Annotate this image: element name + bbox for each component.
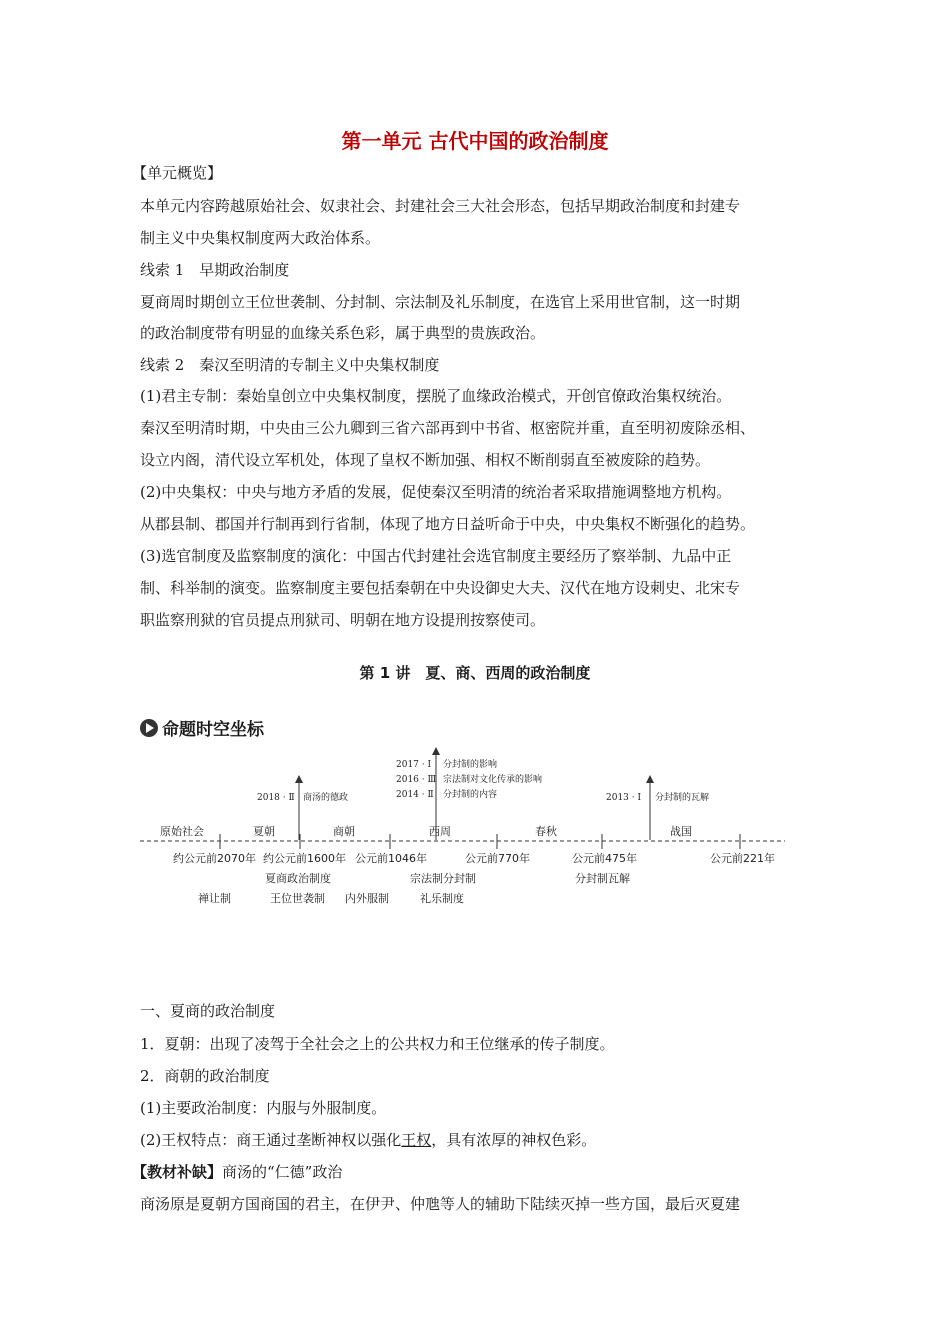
clue-1-line: 夏商周时期创立王位世袭制、分封制、宗法制及礼乐制度，在选官上采用世官制，这一时期 (140, 293, 741, 311)
system-label: 内外服制 (345, 892, 389, 905)
body-line: 商汤原是夏朝方国商国的君主，在伊尹、仲虺等人的辅助下陆续灭掉一些方国，最后灭夏建 (140, 1195, 741, 1213)
era-label: 战国 (670, 825, 692, 838)
underlined-term: 王权 (401, 1131, 432, 1149)
section-1-heading: 一、夏商的政治制度 (140, 1002, 276, 1020)
date-label: 约公元前1600年 (263, 852, 346, 865)
supplement-heading: 【教材补缺】 (132, 1163, 223, 1181)
section-heading (140, 715, 264, 740)
exam-topic: 商汤的德政 (303, 793, 349, 803)
system-label: 禅让制 (198, 892, 231, 905)
body-line: 1．夏朝：出现了凌驾于全社会之上的公共权力和王位继承的传子制度。 (140, 1035, 615, 1053)
body-text: (2)王权特点：商王通过垄断神权以强化 (140, 1131, 402, 1149)
exam-topic: 分封制的瓦解 (655, 793, 710, 803)
exam-year: 2016 · Ⅲ (396, 775, 437, 785)
body-line: (1)主要政治制度：内服与外服制度。 (140, 1099, 387, 1117)
date-label: 约公元前2070年 (173, 852, 256, 865)
clue-1-title: 线索 1 早期政治制度 (140, 261, 290, 279)
body-text: ，具有浓厚的神权色彩。 (431, 1131, 597, 1149)
exam-topic: 分封制的影响 (443, 760, 498, 770)
exam-year: 2017 · Ⅰ (396, 760, 432, 770)
exam-topic: 宗法制对文化传承的影响 (443, 775, 543, 785)
era-label: 原始社会 (160, 825, 204, 838)
lecture-title: 第 1 讲 夏、商、西周的政治制度 (359, 664, 591, 682)
overview-heading: 【单元概览】 (132, 164, 223, 182)
system-label: 宗法制分封制 (410, 872, 476, 885)
date-label: 公元前221年 (710, 852, 775, 865)
date-label: 公元前770年 (465, 852, 530, 865)
arrow-up-icon (646, 775, 654, 783)
date-label: 公元前475年 (572, 852, 637, 865)
exam-topic: 分封制的内容 (443, 790, 498, 800)
supplement-heading-line (132, 1162, 822, 1182)
era-label: 夏朝 (253, 825, 275, 838)
section-heading-label: 命题时空坐标 (162, 720, 264, 740)
supplement-title: 商汤的“仁德”政治 (222, 1163, 343, 1181)
clue-2-line: 制、科举制的演变。监察制度主要包括秦朝在中央设御史大夫、汉代在地方设刺史、北宋专 (140, 579, 741, 597)
clue-2-line: (2)中央集权：中央与地方矛盾的发展，促使秦汉至明清的统治者采取措施调整地方机构。 (140, 483, 732, 501)
exam-year: 2013 · Ⅰ (606, 793, 642, 803)
arrow-up-icon (432, 747, 440, 755)
body-line: 2．商朝的政治制度 (140, 1067, 270, 1085)
clue-2-line: 秦汉至明清时期，中央由三公九卿到三省六部再到中书省、枢密院并重，直至明初废除丞相、 (140, 419, 756, 437)
arrow-up-icon (295, 775, 303, 783)
clue-2-line: (3)选官制度及监察制度的演化：中国古代封建社会选官制度主要经历了察举制、九品中正 (140, 547, 732, 565)
era-label: 春秋 (535, 825, 557, 838)
overview-paragraph-line: 本单元内容跨越原始社会、奴隶社会、封建社会三大社会形态，包括早期政治制度和封建专 (140, 197, 741, 215)
system-label: 礼乐制度 (420, 892, 464, 905)
era-label: 商朝 (333, 825, 355, 838)
play-circle-icon (140, 719, 158, 737)
system-label: 夏商政治制度 (265, 872, 331, 885)
system-label: 王位世袭制 (270, 892, 325, 905)
body-line (140, 1130, 830, 1150)
clue-2-line: 设立内阁，清代设立军机处，体现了皇权不断加强、相权不断削弱直至被废除的趋势。 (140, 451, 711, 469)
clue-2-title: 线索 2 秦汉至明清的专制主义中央集权制度 (140, 356, 440, 374)
date-label: 公元前1046年 (355, 852, 427, 865)
clue-2-line: (1)君主专制：秦始皇创立中央集权制度，摆脱了血缘政治模式，开创官僚政治集权统治。 (140, 387, 732, 405)
clue-2-line: 从郡县制、郡国并行制再到行省制，体现了地方日益听命于中央，中央集权不断强化的趋势。 (140, 515, 756, 533)
system-label: 分封制瓦解 (575, 872, 630, 885)
overview-paragraph-line: 制主义中央集权制度两大政治体系。 (140, 229, 381, 247)
clue-2-line: 职监察刑狱的官员提点刑狱司、明朝在地方设提刑按察使司。 (140, 611, 546, 629)
exam-year: 2018 · Ⅱ (257, 793, 295, 803)
unit-title: 第一单元 古代中国的政治制度 (341, 129, 609, 153)
exam-year: 2014 · Ⅱ (396, 790, 434, 800)
clue-1-line: 的政治制度带有明显的血缘关系色彩，属于典型的贵族政治。 (140, 324, 546, 342)
era-label: 西周 (429, 825, 451, 838)
timeline-chart (140, 745, 790, 915)
